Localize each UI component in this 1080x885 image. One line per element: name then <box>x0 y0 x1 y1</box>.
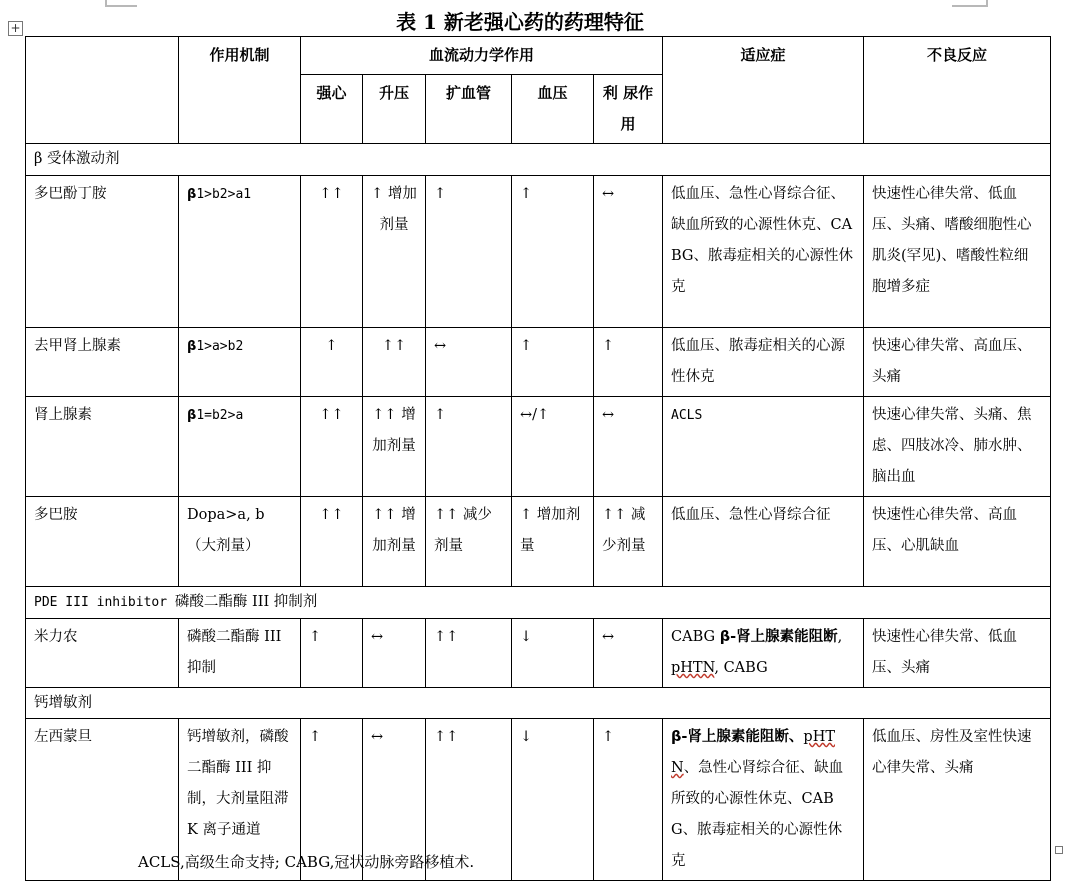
vasodilation-cell: ↔ <box>426 328 512 397</box>
group-calcium-sensitizers: 钙增敏剂 <box>26 688 1051 719</box>
pressor-cell: ↑ 增加剂量 <box>363 176 426 328</box>
adverse-cell: 低血压、房性及室性快速心律失常、头痛 <box>864 719 1051 881</box>
spellcheck-word: pHTN <box>671 729 836 776</box>
bp-cell: ↑ <box>512 176 594 328</box>
pressor-cell: ↔ <box>363 719 426 881</box>
bp-cell: ↑ 增加剂量 <box>512 497 594 587</box>
diuresis-cell: ↑↑ 减少剂量 <box>594 497 663 587</box>
header-corner <box>26 37 179 144</box>
spellcheck-word: pHTN <box>671 660 715 676</box>
indication-cell: 低血压、急性心肾综合征 <box>663 497 864 587</box>
indication-cell: 低血压、急性心肾综合征、缺血所致的心源性休克、CABG、脓毒症相关的心源性休克 <box>663 176 864 328</box>
bp-cell: ↑ <box>512 328 594 397</box>
indication-cell: CABG β-肾上腺素能阻断, pHTN, CABG <box>663 619 864 688</box>
pressor-cell: ↑↑ 增加剂量 <box>363 397 426 497</box>
inotropy-cell: ↑↑ <box>301 176 363 328</box>
vasodilation-cell: ↑ <box>426 397 512 497</box>
table-row <box>26 619 1051 688</box>
header-hemodynamics: 血流动力学作用 <box>301 37 663 75</box>
table-row <box>26 497 1051 587</box>
drug-name: 肾上腺素 <box>26 397 179 497</box>
adverse-cell: 快速心律失常、高血压、头痛 <box>864 328 1051 397</box>
pressor-cell: ↔ <box>363 619 426 688</box>
drug-name: 左西蒙旦 <box>26 719 179 881</box>
mechanism-cell: Dopa>a, b（大剂量） <box>179 497 301 587</box>
bp-cell: ↓ <box>512 719 594 881</box>
pressor-cell: ↑↑ <box>363 328 426 397</box>
mechanism-cell: β1=b2>a <box>179 397 301 497</box>
inotropy-cell: ↑ <box>301 719 363 881</box>
table-title: 表 1 新老强心药的药理特征 <box>396 10 644 34</box>
subheader-blood-pressure: 血压 <box>512 75 594 144</box>
drug-name: 多巴酚丁胺 <box>26 176 179 328</box>
table-move-handle-icon[interactable]: + <box>8 21 23 36</box>
vasodilation-cell: ↑↑ <box>426 619 512 688</box>
inotropy-cell: ↑ <box>301 619 363 688</box>
adverse-cell: 快速性心律失常、高血压、心肌缺血 <box>864 497 1051 587</box>
diuresis-cell: ↑ <box>594 719 663 881</box>
table-resize-handle[interactable] <box>1055 846 1063 854</box>
subheader-vasodilation: 扩血管 <box>426 75 512 144</box>
vasodilation-cell: ↑ <box>426 176 512 328</box>
mechanism-cell: 磷酸二酯酶 III 抑制 <box>179 619 301 688</box>
group-beta-agonists: β 受体激动剂 <box>26 144 1051 176</box>
header-mechanism: 作用机制 <box>179 37 301 144</box>
header-adverse: 不良反应 <box>864 37 1051 144</box>
drug-name: 米力农 <box>26 619 179 688</box>
pressor-cell: ↑↑ 增加剂量 <box>363 497 426 587</box>
mechanism-cell: β1>a>b2 <box>179 328 301 397</box>
diuresis-cell: ↑ <box>594 328 663 397</box>
diuresis-cell: ↔ <box>594 397 663 497</box>
drug-name: 去甲肾上腺素 <box>26 328 179 397</box>
vasodilation-cell: ↑↑ <box>426 719 512 881</box>
bp-cell: ↔/↑ <box>512 397 594 497</box>
drug-table <box>25 36 1051 881</box>
mechanism-cell: β1>b2>a1 <box>179 176 301 328</box>
subheader-diuresis: 利 尿作用 <box>594 75 663 144</box>
table-row <box>26 176 1051 328</box>
indication-cell: ACLS <box>663 397 864 497</box>
indication-cell: 低血压、脓毒症相关的心源性休克 <box>663 328 864 397</box>
drug-name: 多巴胺 <box>26 497 179 587</box>
group-pde-inhibitors: PDE III inhibitor 磷酸二酯酶 III 抑制剂 <box>26 587 1051 619</box>
vasodilation-cell: ↑↑ 减少剂量 <box>426 497 512 587</box>
adverse-cell: 快速性心律失常、低血压、头痛、嗜酸细胞性心肌炎(罕见)、嗜酸性粒细胞增多症 <box>864 176 1051 328</box>
footnote: ACLS,高级生命支持; CABG,冠状动脉旁路移植术. <box>138 853 475 871</box>
table-row <box>26 397 1051 497</box>
inotropy-cell: ↑↑ <box>301 397 363 497</box>
diuresis-cell: ↔ <box>594 176 663 328</box>
diuresis-cell: ↔ <box>594 619 663 688</box>
subheader-inotropy: 强心 <box>301 75 363 144</box>
adverse-cell: 快速心律失常、头痛、焦虑、四肢冰冷、肺水肿、脑出血 <box>864 397 1051 497</box>
bp-cell: ↓ <box>512 619 594 688</box>
inotropy-cell: ↑ <box>301 328 363 397</box>
mechanism-cell: 钙增敏剂，磷酸二酯酶 III 抑制，大剂量阻滞 K 离子通道 <box>179 719 301 881</box>
inotropy-cell: ↑↑ <box>301 497 363 587</box>
table-row <box>26 328 1051 397</box>
header-indication: 适应症 <box>663 37 864 144</box>
adverse-cell: 快速性心律失常、低血压、头痛 <box>864 619 1051 688</box>
indication-cell: β-肾上腺素能阻断、pHTN、急性心肾综合征、缺血所致的心源性休克、CABG、脓毒症相关的心源性休克 <box>663 719 864 881</box>
subheader-pressor: 升压 <box>363 75 426 144</box>
